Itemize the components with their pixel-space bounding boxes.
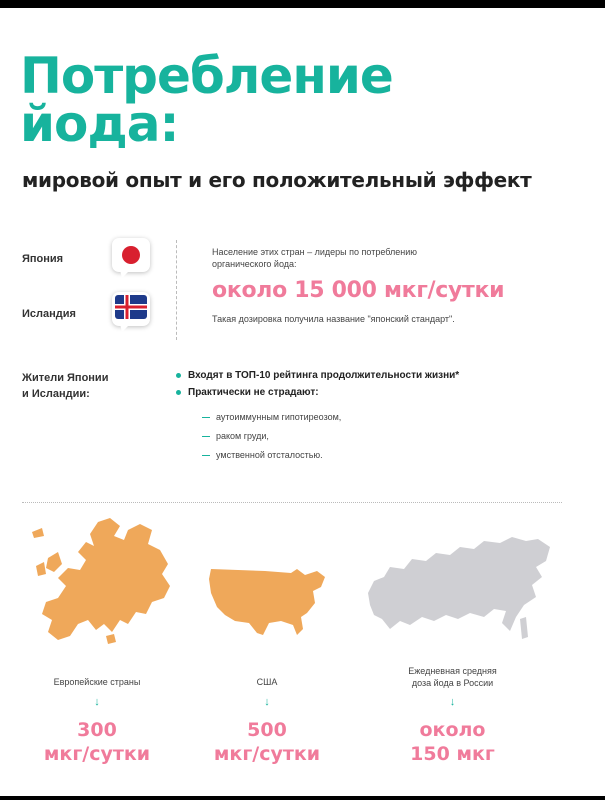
arrow-down-icon: ↓ [94, 696, 100, 708]
title-line-1: Потребление [20, 47, 393, 105]
title-line-2: йода: [20, 95, 179, 153]
bullet-dot-icon [176, 373, 181, 378]
iceland-flag-icon [112, 292, 150, 326]
leaders-note: Такая дозировка получила название "японский стандарт". [212, 314, 455, 324]
condition-item-2: раком груди, [202, 431, 269, 441]
dotted-separator [22, 502, 562, 503]
infographic-page [0, 8, 605, 796]
residents-label [22, 370, 108, 402]
bullet-dot-icon [176, 390, 181, 395]
region-usa-value: 500 мкг/сутки [213, 719, 321, 765]
divider-vertical [176, 240, 177, 340]
page-subtitle: мировой опыт и его положительный эффект [22, 168, 532, 192]
dash-icon [202, 455, 210, 456]
leaders-line-2: органического йода: [212, 259, 297, 269]
japan-badge-tail-icon [120, 270, 130, 278]
country-iceland-label: Исландия [22, 308, 76, 320]
country-japan-label: Япония [22, 253, 64, 265]
condition-item-3: умственной отсталостью. [202, 450, 323, 460]
residents-label-line-1: Жители Японии [22, 372, 109, 384]
iceland-badge-tail-icon [120, 324, 130, 332]
dash-icon [202, 417, 210, 418]
residents-bullet-1: Входят в ТОП-10 рейтинга продолжительности жизни* [176, 370, 459, 381]
russia-map-icon [360, 533, 555, 643]
arrow-down-icon: ↓ [449, 696, 456, 708]
japan-flag-icon [112, 238, 150, 272]
region-europe-label: Европейские страны [53, 677, 141, 687]
arrow-down-icon: ↓ [264, 696, 270, 708]
dash-icon [202, 436, 210, 437]
europe-map-icon [28, 516, 178, 651]
leaders-line-1: Население этих стран – лидеры по потреблению [212, 247, 417, 257]
leaders-description [212, 246, 417, 270]
usa-map-icon [205, 563, 330, 643]
page-title [20, 47, 393, 153]
leaders-dose: около 15 000 мкг/сутки [212, 278, 505, 303]
condition-item-1: аутоиммунным гипотиреозом, [202, 412, 341, 422]
region-russia-label: Ежедневная средняя доза йода в России [408, 666, 497, 688]
residents-bullet-2: Практически не страдают: [176, 387, 319, 398]
residents-label-line-2: и Исландии: [22, 388, 90, 400]
region-russia-value: около 150 мкг [410, 719, 495, 765]
region-usa-label: США [256, 677, 278, 687]
region-europe-value: 300 мкг/сутки [43, 719, 151, 765]
